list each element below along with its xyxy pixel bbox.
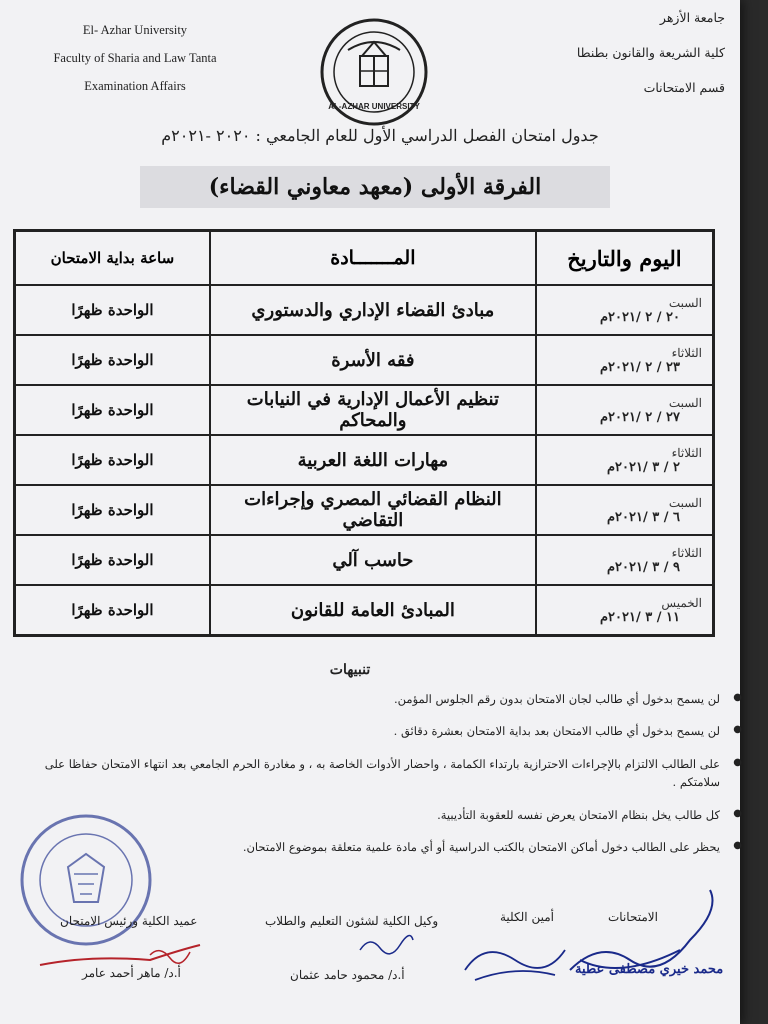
cell-day-name: السبت (668, 295, 702, 310)
table-row (15, 585, 713, 635)
arabic-header (545, 10, 725, 115)
table-row (15, 335, 713, 385)
cell-date (536, 385, 713, 435)
university-name-ar: جامعة الأزهر (659, 10, 725, 25)
cell-subject: مبادئ القضاء الإداري والدستوري (210, 285, 536, 335)
faculty-name-ar: كلية الشريعة والقانون بطنطا (576, 45, 725, 60)
page-title: جدول امتحان الفصل الدراسي الأول للعام الجامعي : ٢٠٢٠ -٢٠٢١م (161, 126, 599, 145)
cell-date-value: ٢٠ / ٢ /٢٠٢١م (599, 309, 680, 325)
signature-vice-dean-title: وكيل الكلية لشئون التعليم والطلاب (265, 914, 439, 928)
table-header-row (15, 231, 713, 285)
cell-time: الواحدة ظهرًا (15, 585, 210, 635)
signature-exams-name: محمد خيري مصطفى عطية (575, 962, 724, 977)
cell-date (536, 335, 713, 385)
cell-subject: مهارات اللغة العربية (210, 435, 536, 485)
cell-subject: حاسب آلي (210, 535, 536, 585)
cell-date (536, 435, 713, 485)
note-item: ● يحظر على الطالب دخول أماكن الامتحان بالكتب الدراسية أو أي مادة علمية متعلقة بموضوع الامتحان. (30, 838, 720, 856)
header-time: ساعة بداية الامتحان (15, 231, 210, 285)
english-header (40, 24, 230, 108)
university-name-en: El- Azhar University (82, 23, 188, 37)
signature-dean-name: أ.د/ ماهر أحمد عامر (82, 966, 181, 980)
cell-day-name: الثلاثاء (671, 445, 702, 460)
cell-day-name: السبت (668, 495, 702, 510)
header-date: اليوم والتاريخ (536, 231, 713, 285)
cell-day-name: الثلاثاء (671, 345, 702, 360)
note-item: ● لن يسمح بدخول أي طالب الامتحان بعد بداية الامتحان بعشرة دقائق . (30, 722, 720, 740)
note-item: ● لن يسمح بدخول أي طالب لجان الامتحان بدون رقم الجلوس المؤمن. (30, 690, 720, 708)
cell-time: الواحدة ظهرًا (15, 485, 210, 535)
cell-date-value: ٩ / ٣ /٢٠٢١م (606, 559, 680, 575)
cell-date (536, 585, 713, 635)
cell-date-value: ٢٧ / ٢ /٢٠٢١م (599, 409, 680, 425)
cell-day-name: الثلاثاء (671, 545, 702, 560)
table-row (15, 285, 713, 335)
signature-exams-title: الامتحانات (608, 910, 658, 924)
notes-title: تنبيهات (329, 662, 371, 678)
signature-dean-title: عميد الكلية ورئيس الامتحان (60, 914, 198, 928)
cell-time: الواحدة ظهرًا (15, 435, 210, 485)
signature-scribble-secretary (455, 920, 575, 990)
cell-date (536, 285, 713, 335)
cell-time: الواحدة ظهرًا (15, 535, 210, 585)
table-row (15, 485, 713, 535)
cell-day-name: السبت (668, 395, 702, 410)
cell-date-value: ٢٣ / ٢ /٢٠٢١م (599, 359, 680, 375)
table-row (15, 385, 713, 435)
cell-date (536, 535, 713, 585)
page-subtitle: الفرقة الأولى (معهد معاوني القضاء) (140, 166, 610, 208)
cell-time: الواحدة ظهرًا (15, 385, 210, 435)
cell-subject: تنظيم الأعمال الإدارية في النيابات والمحاكم (210, 385, 536, 435)
cell-date (536, 485, 713, 535)
cell-time: الواحدة ظهرًا (15, 335, 210, 385)
cell-subject: فقه الأسرة (210, 335, 536, 385)
cell-date-value: ٦ / ٣ /٢٠٢١م (606, 509, 680, 525)
signature-scribble-vice-dean (355, 930, 415, 960)
cell-subject: المبادئ العامة للقانون (210, 585, 536, 635)
logo-text: AL-AZHAR UNIVERSITY (328, 102, 420, 111)
table-row (15, 535, 713, 585)
signature-vice-dean-name: أ.د/ محمود حامد عثمان (290, 968, 405, 982)
department-name-ar: قسم الامتحانات (643, 80, 725, 95)
department-name-en: Examination Affairs (84, 79, 186, 93)
cell-date-value: ١١ / ٣ /٢٠٢١م (599, 609, 680, 625)
faculty-name-en: Faculty of Sharia and Law Tanta (53, 51, 217, 65)
note-item: ● على الطالب الالتزام بالإجراءات الاحترازية بارتداء الكمامة ، واحضار الأدوات الخاصة به ، و مغادرة الحرم الجامعي بعد انتهاء الامتحان حفاظا على سلامتكم . (30, 755, 720, 792)
cell-time: الواحدة ظهرًا (15, 285, 210, 335)
cell-subject: النظام القضائي المصري وإجراءات التقاضي (210, 485, 536, 535)
table-row (15, 435, 713, 485)
note-item: ● كل طالب يخل بنظام الامتحان يعرض نفسه للعقوبة التأديبية. (30, 806, 720, 824)
signature-secretary-title: أمين الكلية (500, 910, 554, 924)
table-body (15, 285, 713, 635)
cell-day-name: الخميس (661, 595, 702, 610)
cell-date-value: ٢ / ٣ /٢٠٢١م (606, 459, 680, 475)
university-logo (318, 16, 430, 128)
header-subject: المـــــــادة (210, 231, 536, 285)
exam-schedule-table (13, 229, 715, 637)
